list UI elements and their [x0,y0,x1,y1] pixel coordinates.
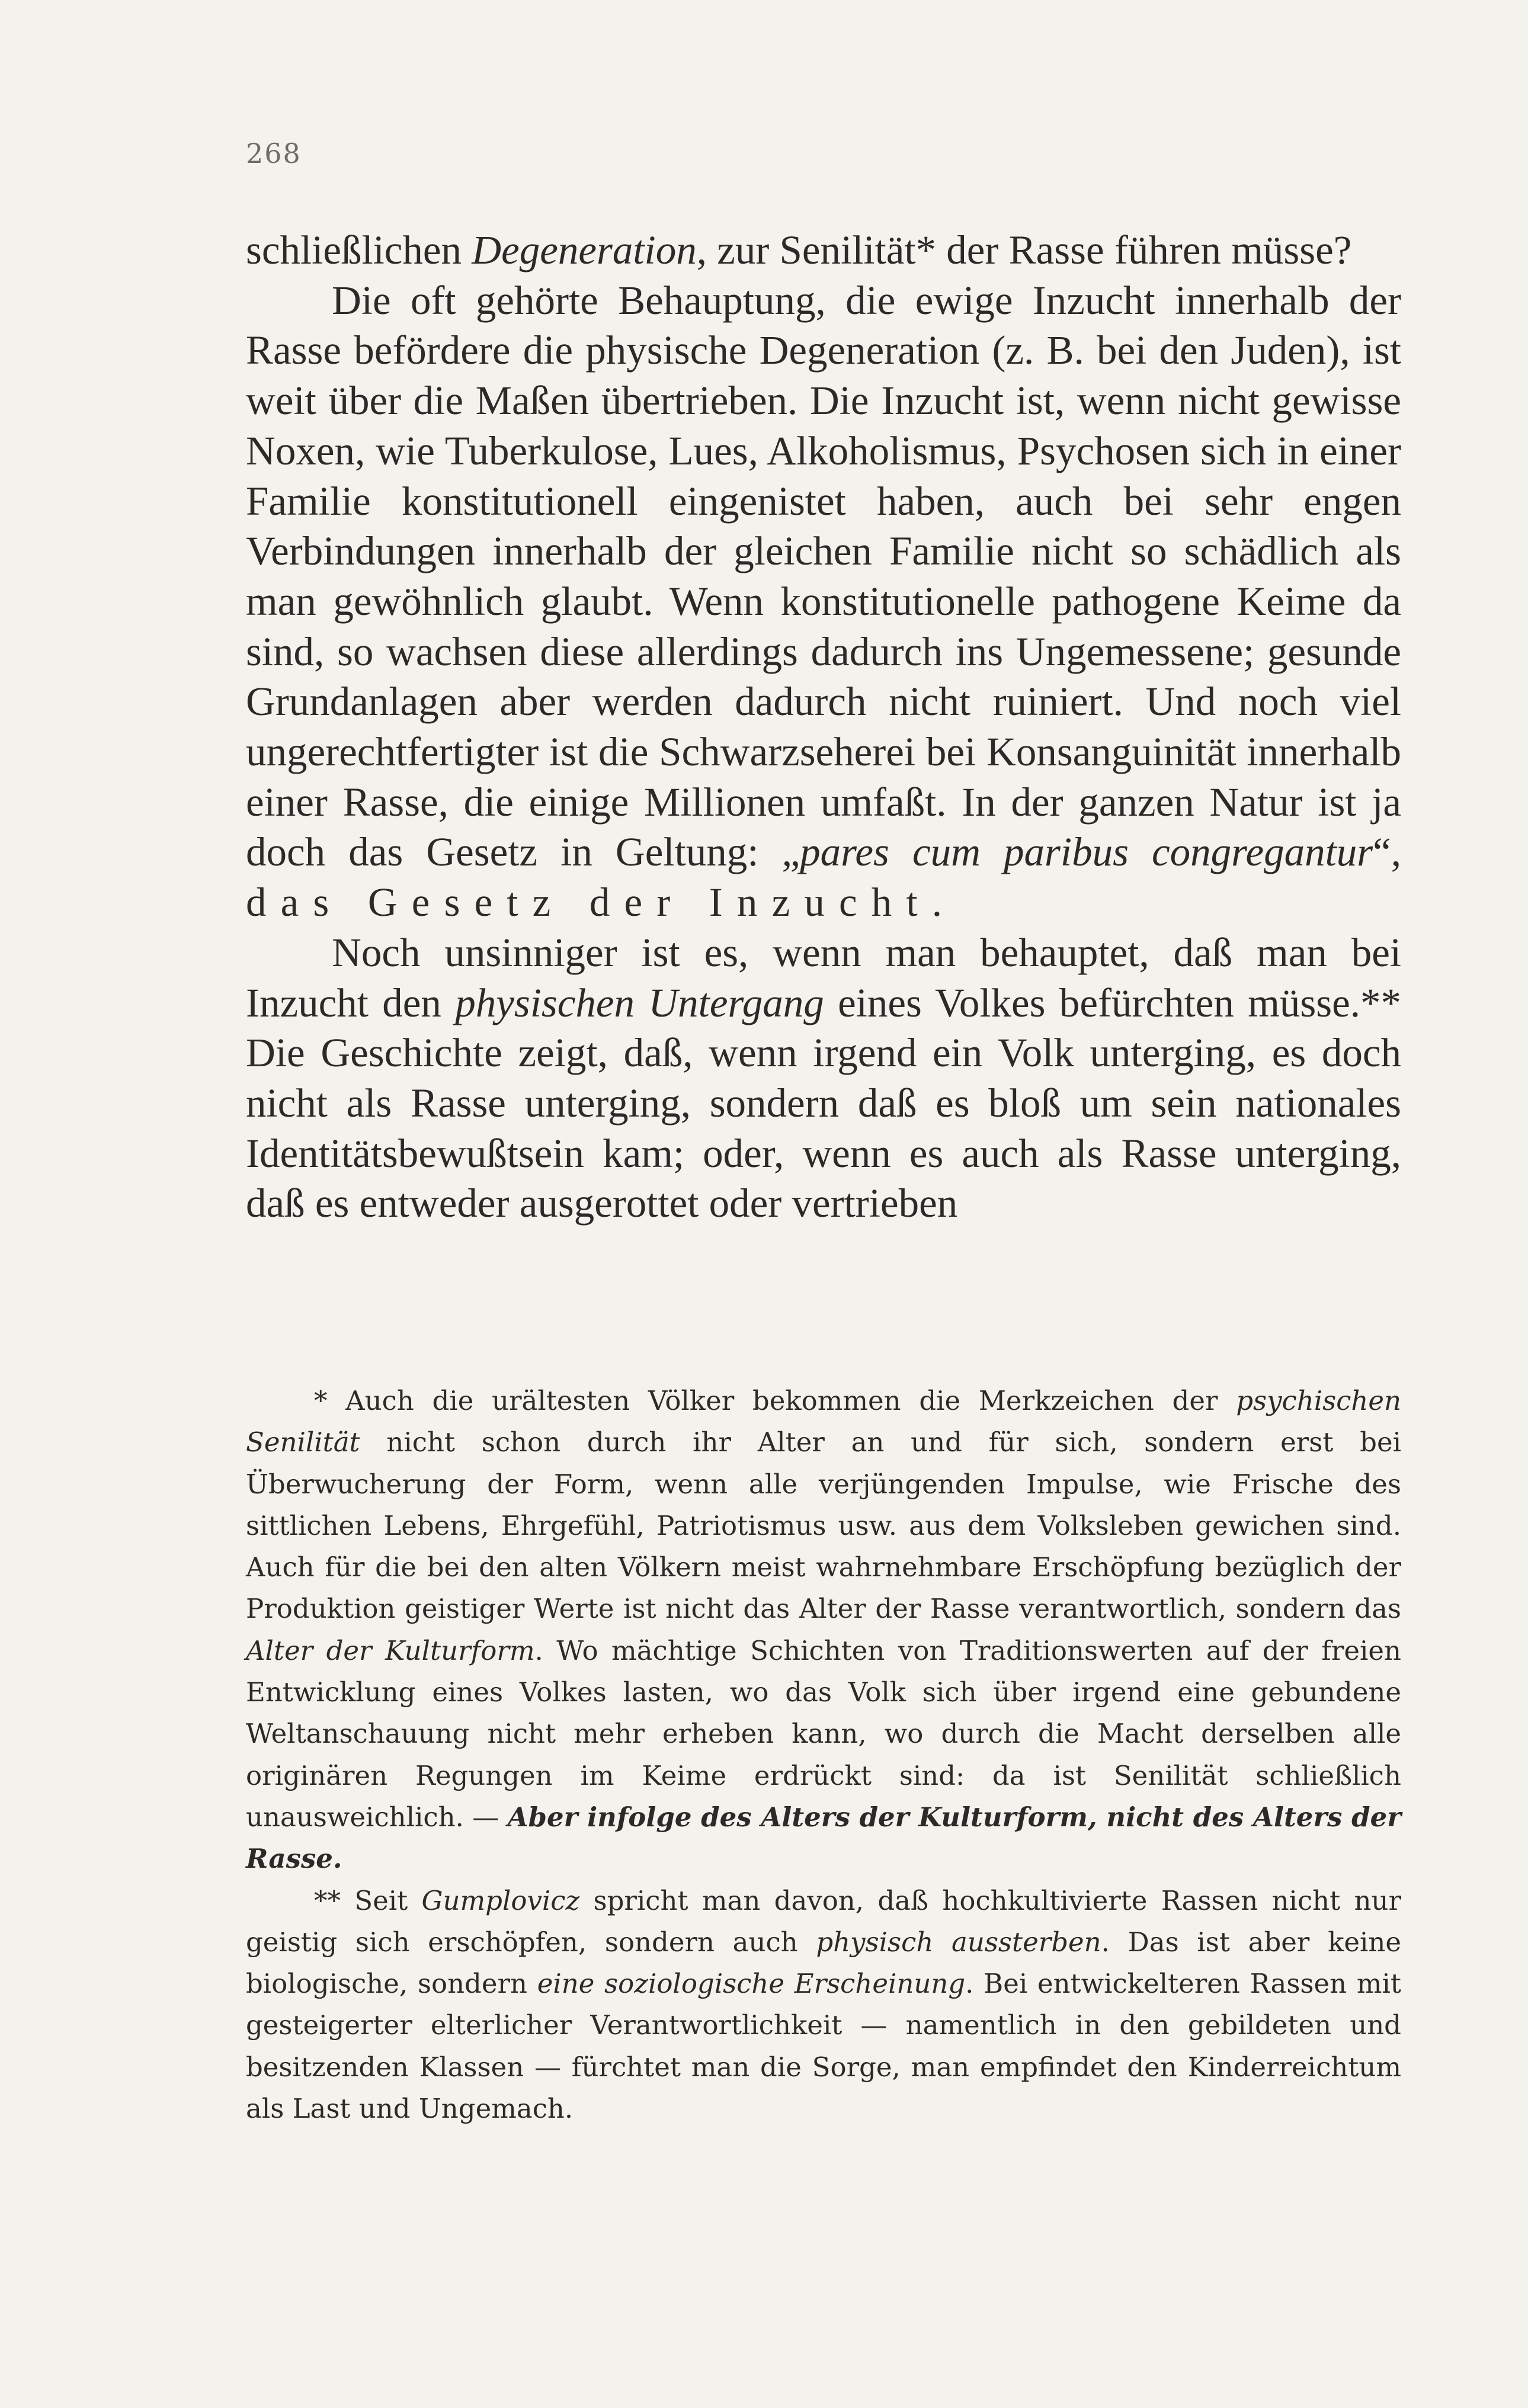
fn2-text-g: . Bei entwickelteren Rassen mit gesteigerter elterlicher Verantwortlichkeit — namentlich in den gebildeten und besitzenden Klassen — fürchtet man die Sorge, man empfindet den Kinderreichtum als Last und Ungemach. [246,1968,1401,2125]
p2-text-e: . [931,880,943,925]
fn1-text-c: nicht schon durch ihr Alter an und für sich, sondern erst bei Überwucherung der Form, wenn alle verjüngenden Impulse, wie Frische des sittlichen Lebens, Ehrgefühl, Patriotismus usw. aus dem Volksleben gewichen sind. Auch für die bei den alten Völkern meist wahrnehmbare Erschöpfung bezüglich der Produktion geistiger Werte ist nicht das Alter der Rasse verantwortlich, sondern das [246,1426,1401,1625]
fn2-emphasis-gumplovicz: Gumplovicz [421,1884,580,1916]
footnotes [246,1380,1401,2130]
paragraph-3 [246,928,1401,1229]
paragraph-1 [246,225,1401,275]
paragraph-2 [246,275,1401,928]
p2-spaced-gesetz: das Gesetz der Inzucht [246,880,932,925]
p3-text-a: Noch unsinniger ist es, wenn man behauptet, daß man bei Inzucht den [246,929,1401,1025]
footnote-2 [246,1880,1401,2130]
p1-emphasis-degeneration: Degeneration [472,227,697,272]
p2-text-a: Die oft gehörte Behauptung, die ewige Inzucht innerhalb der Rasse befördere die physische Degeneration (z. B. bei den Juden), ist weit über die Maßen übertrieben. Die Inzucht ist, wenn nicht gewisse Noxen, wie Tuberkulose, Lues, Alkoholismus, Psychosen sich in einer Familie konstitutionell eingenistet haben, auch bei sehr engen Verbindungen innerhalb der gleichen Familie nicht so schädlich als man gewöhnlich glaubt. Wenn konstitutionelle pathogene Keime da sind, so wachsen diese allerdings dadurch ins Ungemessene; gesunde Grundanlagen aber werden dadurch nicht ruiniert. Und noch viel ungerechtfertigter ist die Schwarzseherei bei Konsanguinität innerhalb einer Rasse, die einige Millionen umfaßt. In der ganzen Natur ist ja doch das Gesetz in Geltung: „ [246,277,1401,875]
fn2-emphasis-aussterben: physisch aussterben [816,1926,1101,1958]
fn1-text-e: . Wo mächtige Schichten von Traditionswerten auf der freien Entwicklung eines Volkes lasten, wo das Volk sich über irgend eine gebundene Weltanschauung nicht mehr erheben kann, wo durch die Macht derselben alle originären Regungen im Keime erdrückt sind: da ist Senilität schließlich unausweichlich. — [246,1634,1401,1833]
fn2-text-e: . Das ist aber keine biologische, sondern [246,1926,1401,2000]
fn1-text-a: * Auch die urältesten Völker bekommen die Merkzeichen der [314,1385,1237,1416]
fn2-text-c: spricht man davon, daß hochkultivierte Rassen nicht nur geistig sich erschöpfen, sondern auch [246,1884,1401,1958]
fn1-emphasis-a: psychischen Senilität [246,1385,1401,1458]
p1-text-a: schließlichen [246,227,472,272]
p2-quote-latin: pares cum paribus congregantur [800,829,1373,875]
fn2-emphasis-soziologisch: eine soziologische Erscheinung [537,1968,966,2000]
p1-text-c: , zur Senilität* der Rasse führen müsse? [696,227,1352,272]
fn2-text-a: ** Seit [314,1884,422,1916]
p3-emphasis-untergang: physischen Untergang [455,980,824,1025]
footnote-1 [246,1380,1401,1880]
page-number: 268 [246,137,302,169]
p2-text-c: “, [1373,829,1401,875]
fn1-emphasis-conclusion: Aber infolge des Alters der Kulturform, nicht des Alters der Rasse. [246,1801,1401,1875]
p3-text-c: eines Volkes befürchten müsse.** Die Geschichte zeigt, daß, wenn irgend ein Volk unterging, es doch nicht als Rasse unterging, sondern daß es bloß um sein nationales Identitätsbewußtsein kam; oder, wenn es auch als Rasse unterging, daß es entweder ausgerottet oder vertrieben [246,980,1401,1226]
main-text [246,225,1401,1229]
fn1-emphasis-b: Alter der Kulturform [246,1634,535,1666]
